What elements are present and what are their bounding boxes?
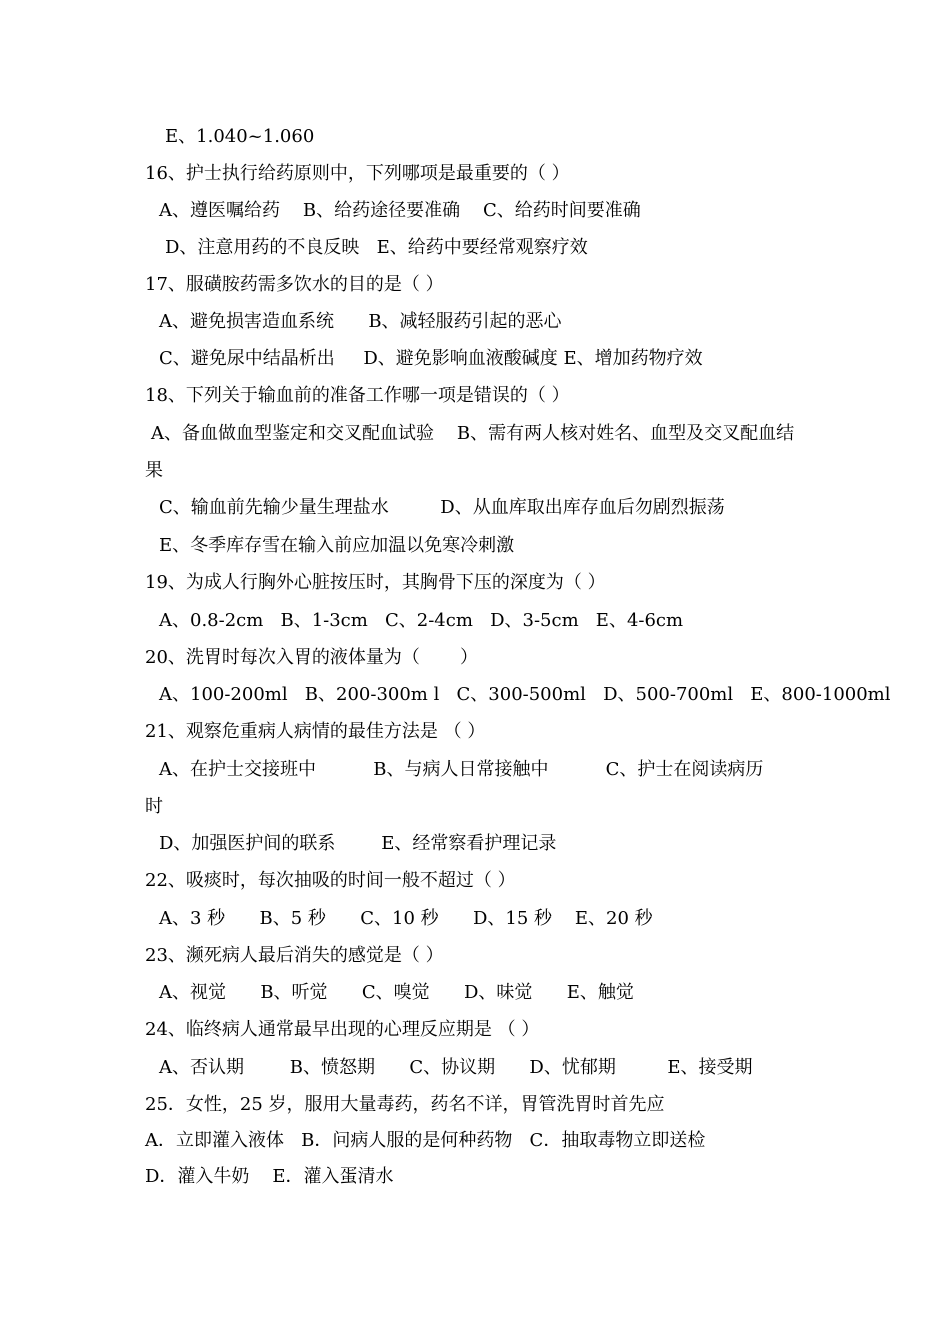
question-25: 25．女性，25 岁，服用大量毒药，药名不详，胃管洗胃时首先应 xyxy=(145,1094,665,1115)
question-24-options: A、否认期 B、愤怒期 C、协议期 D、忧郁期 E、接受期 xyxy=(159,1057,753,1078)
answer-option-line: E、1.040~1.060 xyxy=(165,126,315,147)
question-23: 23、濒死病人最后消失的感觉是（ ） xyxy=(145,945,444,966)
question-17-options: C、避免尿中结晶析出 D、避免影响血液酸碱度 E、增加药物疗效 xyxy=(159,348,703,369)
question-22: 22、吸痰时，每次抽吸的时间一般不超过（ ） xyxy=(145,870,516,891)
question-24: 24、临终病人通常最早出现的心理反应期是 （ ） xyxy=(145,1019,540,1040)
question-21-options: D、加强医护间的联系 E、经常察看护理记录 xyxy=(159,833,557,854)
question-25-options: D．灌入牛奶 E．灌入蛋清水 xyxy=(145,1166,394,1187)
question-17: 17、服磺胺药需多饮水的目的是（ ） xyxy=(145,274,444,295)
question-19-options: A、0.8-2cm B、1-3cm C、2-4cm D、3-5cm E、4-6cm xyxy=(159,610,684,631)
question-18: 18、下列关于输血前的准备工作哪一项是错误的（ ） xyxy=(145,385,570,406)
question-18-options: C、输血前先输少量生理盐水 D、从血库取出库存血后勿剧烈振荡 xyxy=(159,497,725,518)
question-20-options: A、100-200ml B、200-300m l C、300-500ml D、500-700ml E、800-1000ml xyxy=(159,684,891,705)
question-20: 20、洗胃时每次入胃的液体量为（ ） xyxy=(145,647,478,668)
question-21: 21、观察危重病人病情的最佳方法是 （ ） xyxy=(145,721,486,742)
question-16-options: A、遵医嘱给药 B、给药途径要准确 C、给药时间要准确 xyxy=(159,200,641,221)
question-25-options: A．立即灌入液体 B．问病人服的是何种药物 C．抽取毒物立即送检 xyxy=(145,1130,706,1151)
question-16: 16、护士执行给药原则中，下列哪项是最重要的（ ） xyxy=(145,163,570,184)
question-21-options: A、在护士交接班中 B、与病人日常接触中 C、护士在阅读病历 xyxy=(159,759,764,780)
question-19: 19、为成人行胸外心脏按压时，其胸骨下压的深度为（ ） xyxy=(145,572,606,593)
question-16-options: D、注意用药的不良反映 E、给药中要经常观察疗效 xyxy=(165,237,588,258)
question-18-options: E、冬季库存雪在输入前应加温以免寒冷刺激 xyxy=(159,535,515,556)
question-21-options-wrap: 时 xyxy=(145,796,163,817)
question-17-options: A、避免损害造血系统 B、减轻服药引起的恶心 xyxy=(159,311,562,332)
question-18-options: A、备血做血型鉴定和交叉配血试验 B、需有两人核对姓名、血型及交叉配血结 xyxy=(151,423,795,444)
question-22-options: A、3 秒 B、5 秒 C、10 秒 D、15 秒 E、20 秒 xyxy=(159,908,653,929)
question-18-options-wrap: 果 xyxy=(145,460,163,481)
question-23-options: A、视觉 B、听觉 C、嗅觉 D、味觉 E、触觉 xyxy=(159,982,634,1003)
